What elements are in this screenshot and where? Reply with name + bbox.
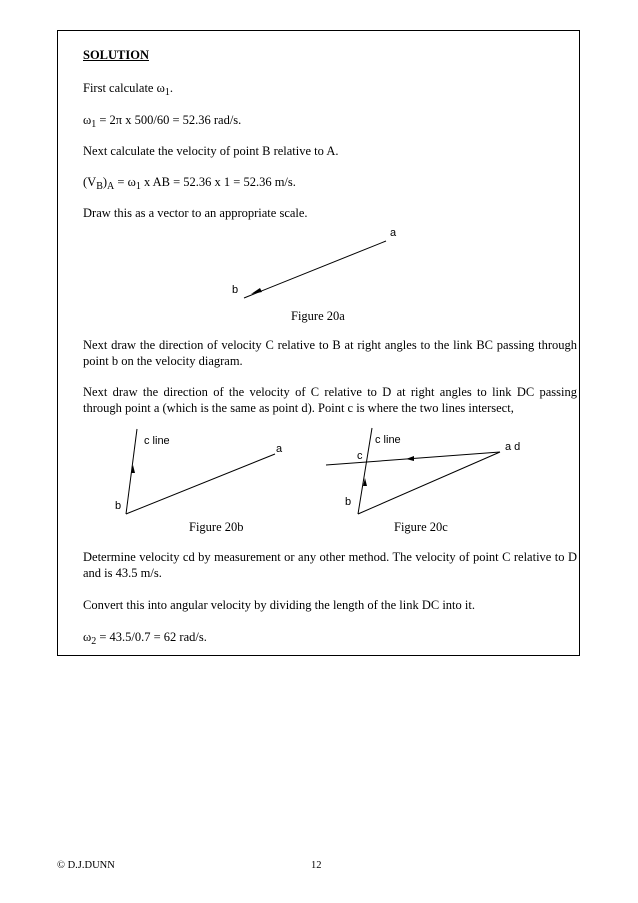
draw-vector-line: Draw this as a vector to an appropriate scale. — [83, 206, 308, 220]
label-a: a — [390, 227, 397, 239]
ab-vector-line — [244, 241, 386, 298]
vb-equation: $(V_B)_A = \omega_1$ x AB = 52.36 x 1 = 52.36 m/s. — [83, 175, 296, 192]
figure-20a-diagram — [218, 222, 428, 308]
footer-copyright: © D.J.DUNN — [57, 860, 115, 871]
label-b: b — [345, 496, 352, 508]
figure-20c-caption: Figure 20c — [394, 520, 448, 534]
solution-heading: SOLUTION — [83, 48, 149, 62]
figure-20b-caption: Figure 20b — [189, 520, 244, 534]
label-a: a — [276, 443, 283, 455]
label-b: b — [115, 500, 122, 512]
omega1-equation: $\omega_1 = 2\pi$ x 500/60 = 52.36 rad/s. — [83, 113, 242, 130]
figure-20b-diagram — [110, 425, 310, 520]
omega2-equation: $\omega_2 = 43.5/0.7 = 62$ rad/s. — [83, 630, 207, 647]
paragraph-measure: Determine velocity cd by measurement or any other method. The velocity of point C relative to D and is 43.5 m/s. — [83, 550, 577, 580]
paragraph-c-rel-d: Next draw the direction of the velocity of C relative to D at right angles to link DC passing through point a (which is the same as point d). Point c is where the two lines intersect, — [83, 385, 577, 415]
convert-line: Convert this into angular velocity by dividing the length of the link DC into it. — [83, 598, 475, 612]
next-calc-line: Next calculate the velocity of point B relative to A. — [83, 144, 339, 158]
footer-page-number: 12 — [311, 860, 322, 871]
label-c-line: c line — [144, 435, 170, 447]
label-b: b — [232, 284, 239, 296]
label-ad: a d — [505, 441, 521, 453]
paragraph-c-rel-b: Next draw the direction of velocity C relative to B at right angles to the link BC passing through point b on the velocity diagram. — [83, 338, 577, 368]
figure-20a-caption: Figure 20a — [291, 309, 345, 323]
ab-vector-line — [126, 454, 275, 514]
figure-20c-diagram — [322, 425, 537, 520]
label-c: c — [357, 450, 363, 462]
calc-omega1-line: First calculate $\omega_1$. — [83, 81, 173, 98]
c-line — [358, 428, 372, 514]
label-c-line: c line — [375, 434, 401, 446]
